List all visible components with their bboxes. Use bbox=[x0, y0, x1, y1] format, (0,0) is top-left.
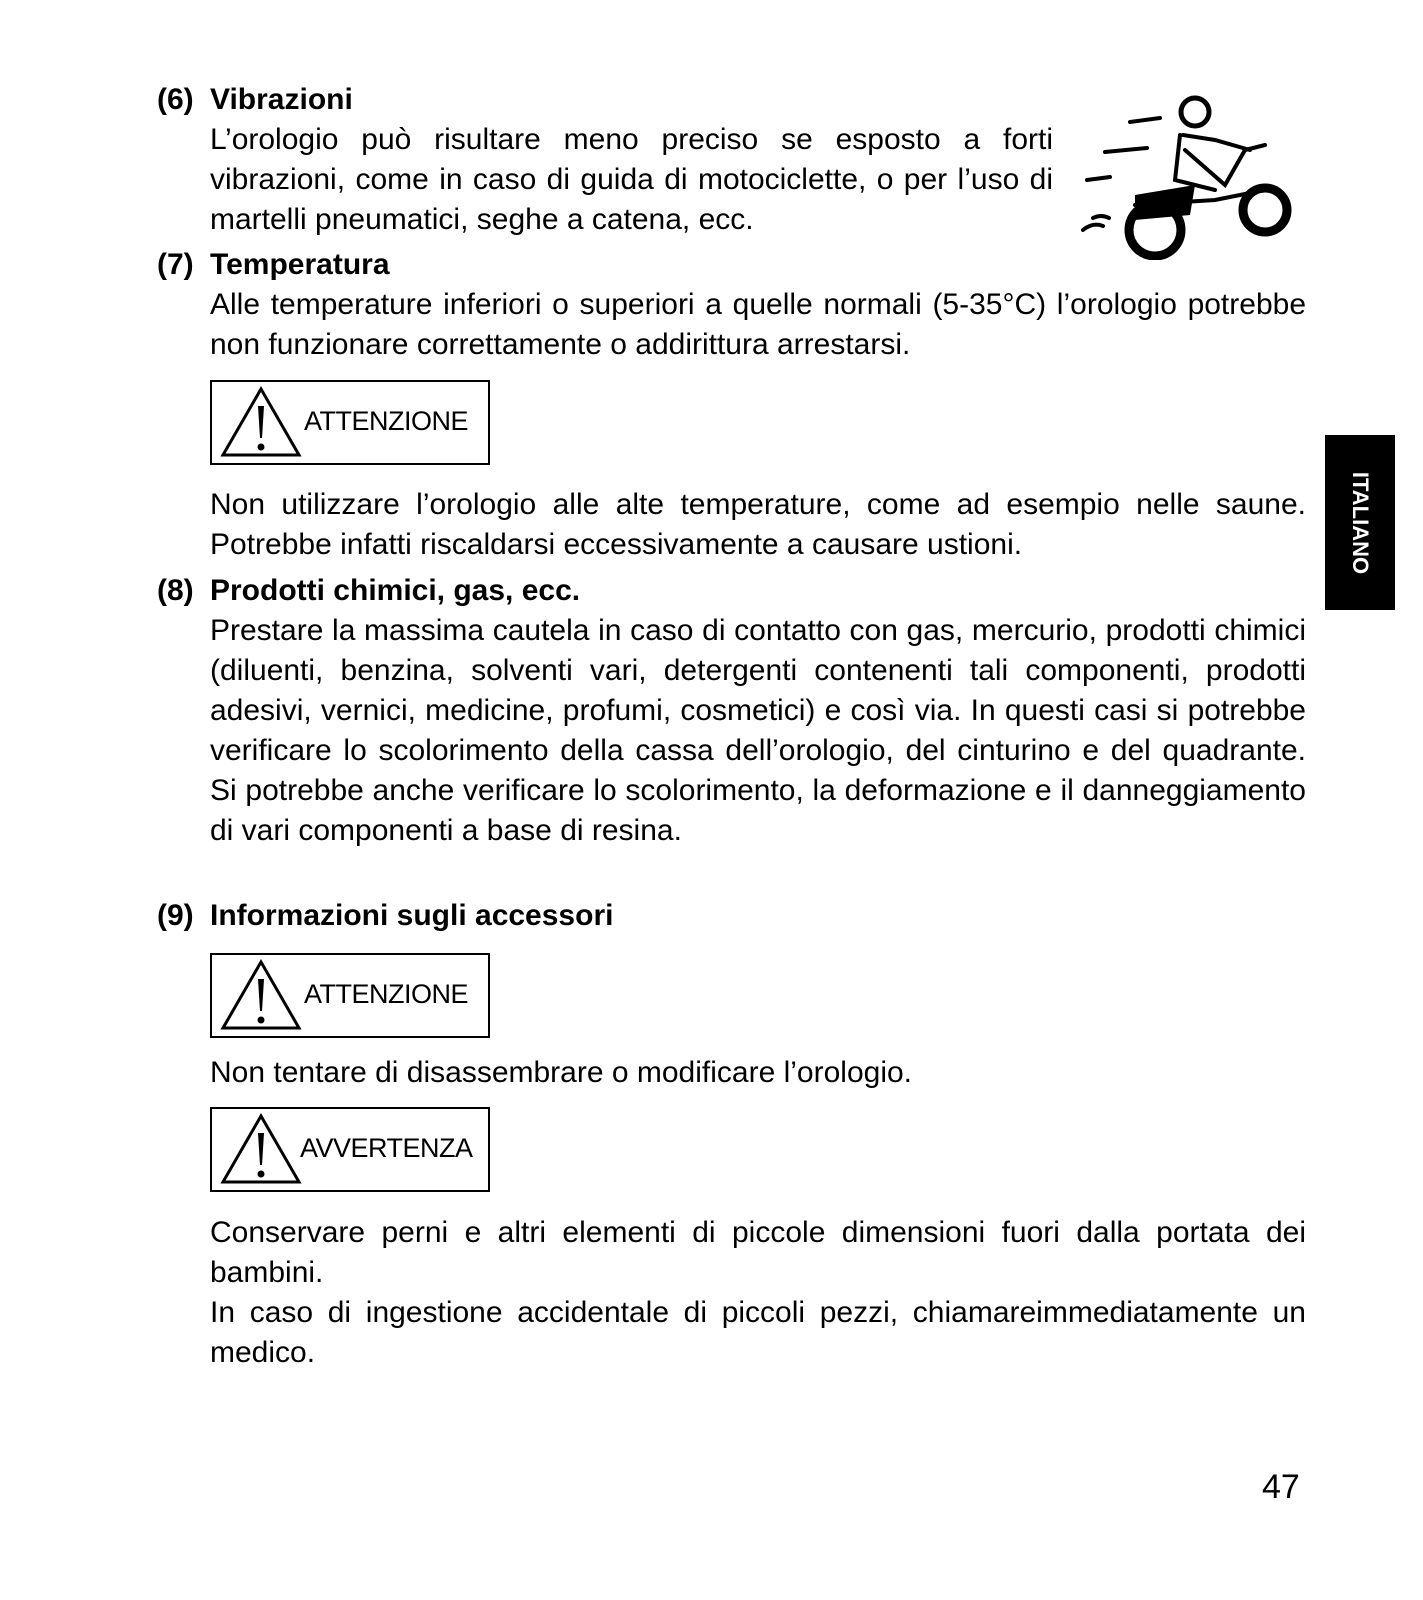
warning-triangle-icon bbox=[220, 959, 302, 1031]
section-6-heading: (6) Vibrazioni bbox=[157, 83, 353, 116]
warning-label: ATTENZIONE bbox=[304, 406, 469, 436]
section-6-text: L’orologio può risultare meno preciso se esposto a forti vibrazioni, come in caso di guida di motociclette, o per l’uso di martelli pneumatici, seghe a catena, ecc. bbox=[210, 123, 1053, 236]
motorcycle-rider-illustration bbox=[1075, 90, 1295, 260]
warning-box bbox=[210, 380, 490, 465]
section-9-caution-text-1: Conservare perni e altri elementi di piccole dimensioni fuori dalla portata dei bambini. bbox=[210, 1216, 1306, 1289]
caution-box bbox=[210, 1107, 490, 1192]
section-7-text: Alle temperature inferiori o superiori a quelle normali (5-35°C) l’orologio potrebbe non funzionare correttamente o addirittura arrestarsi. bbox=[210, 288, 1306, 361]
warning-triangle-icon bbox=[220, 386, 302, 458]
section-7-heading: (7) Temperatura bbox=[157, 248, 390, 281]
warning-label: ATTENZIONE bbox=[304, 979, 469, 1009]
section-8-text: Prestare la massima cautela in caso di contatto con gas, mercurio, prodotti chimici (diluenti, benzina, solventi vari, detergenti contenenti tali componenti, prodotti adesivi, vernici, medicine, profumi, cosmetici) e così via. In questi casi si potrebbe verificare lo scolorimento della cassa dell’orologio, del cinturino e del quadrante. Si potrebbe anche verificare lo scolorimento, la deformazione e il danneggiamento di vari componenti a base di resina. bbox=[210, 614, 1306, 847]
warning-triangle-icon bbox=[220, 1113, 302, 1185]
section-8-heading: (8) Prodotti chimici, gas, ecc. bbox=[157, 574, 581, 607]
page-number: 47 bbox=[1262, 1468, 1300, 1506]
section-7-warning-text: Non utilizzare l’orologio alle alte temperature, come ad esempio nelle saune. Potrebbe infatti riscaldarsi eccessivamente a causare ustioni. bbox=[210, 488, 1306, 561]
section-9-caution-text-2: In caso di ingestione accidentale di piccoli pezzi, chiamareimmediatamente un medico. bbox=[210, 1296, 1306, 1369]
section-9-heading: (9) Informazioni sugli accessori bbox=[157, 899, 614, 932]
warning-box bbox=[210, 953, 490, 1038]
caution-label: AVVERTENZA bbox=[300, 1133, 473, 1163]
language-tab: ITALIANO bbox=[1325, 435, 1395, 610]
section-9-warning-text: Non tentare di disassembrare o modificare l’orologio. bbox=[210, 1056, 913, 1089]
